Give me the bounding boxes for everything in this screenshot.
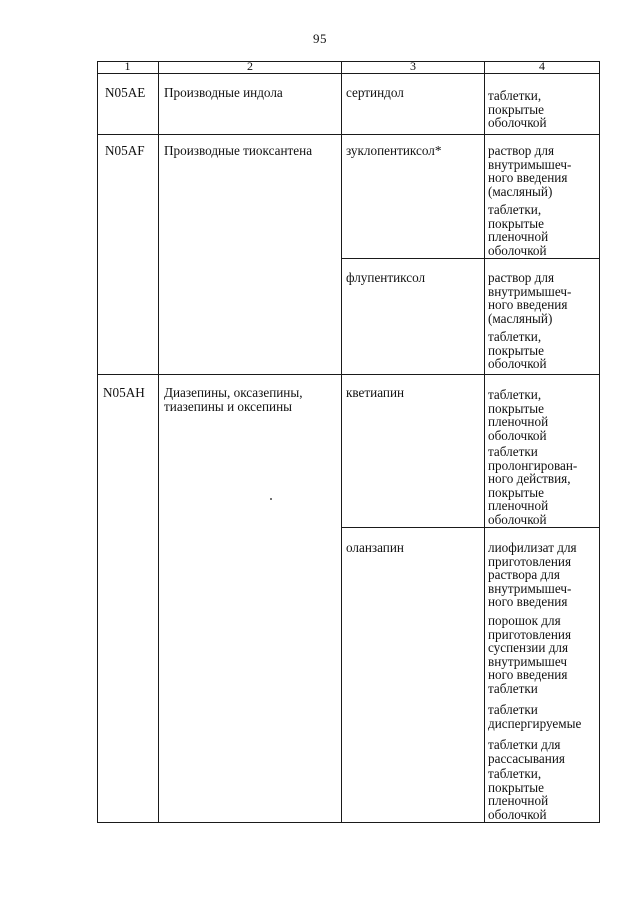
drug-name: кветиапин xyxy=(346,385,405,400)
dosage-form: таблетки диспергируемые xyxy=(488,702,582,731)
drug-table xyxy=(97,61,600,823)
table-border-left xyxy=(97,61,98,823)
column-divider xyxy=(158,61,159,823)
group-name: Производные индола xyxy=(164,85,283,100)
dosage-form: раствор для внутримышеч- ного введения (масляный) xyxy=(488,143,572,199)
atc-code: N05AE xyxy=(105,85,146,100)
drug-name: зуклопентиксол* xyxy=(346,143,442,158)
column-header-1: 1 xyxy=(124,59,131,73)
drug-row-divider xyxy=(341,527,600,528)
column-divider xyxy=(484,61,485,823)
scan-speck xyxy=(270,498,272,500)
dosage-form: раствор для внутримышеч- ного введения (масляный) xyxy=(488,270,572,326)
atc-code: N05AH xyxy=(103,385,145,400)
group-name: Производные тиоксантена xyxy=(164,143,313,158)
page-number: 95 xyxy=(313,31,327,46)
dosage-form: таблетки, покрытые оболочкой xyxy=(488,88,547,131)
atc-code: N05AF xyxy=(105,143,145,158)
dosage-form: таблетки для рассасывания xyxy=(488,737,565,766)
table-border-right xyxy=(599,61,600,823)
dosage-form: таблетки, покрытые пленочной оболочкой xyxy=(488,202,549,258)
dosage-form: лиофилизат для приготовления раствора для внутримышеч- ного введения xyxy=(488,540,577,610)
drug-name: флупентиксол xyxy=(346,270,426,285)
dosage-form: таблетки, покрытые пленочной оболочкой xyxy=(488,766,549,822)
group-divider xyxy=(97,134,600,135)
header-row-divider xyxy=(97,73,600,74)
drug-name: сертиндол xyxy=(346,85,404,100)
dosage-form: таблетки пролонгирован- ного действия, покрытые пленочной оболочкой xyxy=(488,444,578,527)
drug-name: оланзапин xyxy=(346,540,404,555)
column-header-2: 2 xyxy=(247,59,253,73)
column-header-3: 3 xyxy=(410,59,416,73)
dosage-form: таблетки, покрытые оболочкой xyxy=(488,329,547,372)
table-border-bottom xyxy=(97,822,600,823)
drug-row-divider xyxy=(341,258,600,259)
group-divider xyxy=(97,374,600,375)
dosage-form: порошок для приготовления суспензии для внутримышеч ного введения xyxy=(488,613,572,683)
column-divider xyxy=(341,61,342,823)
dosage-form: таблетки xyxy=(488,681,538,696)
column-header-4: 4 xyxy=(539,59,545,73)
dosage-form: таблетки, покрытые пленочной оболочкой xyxy=(488,387,549,443)
group-name: Диазепины, оксазепины, тиазепины и оксепины xyxy=(164,385,303,414)
